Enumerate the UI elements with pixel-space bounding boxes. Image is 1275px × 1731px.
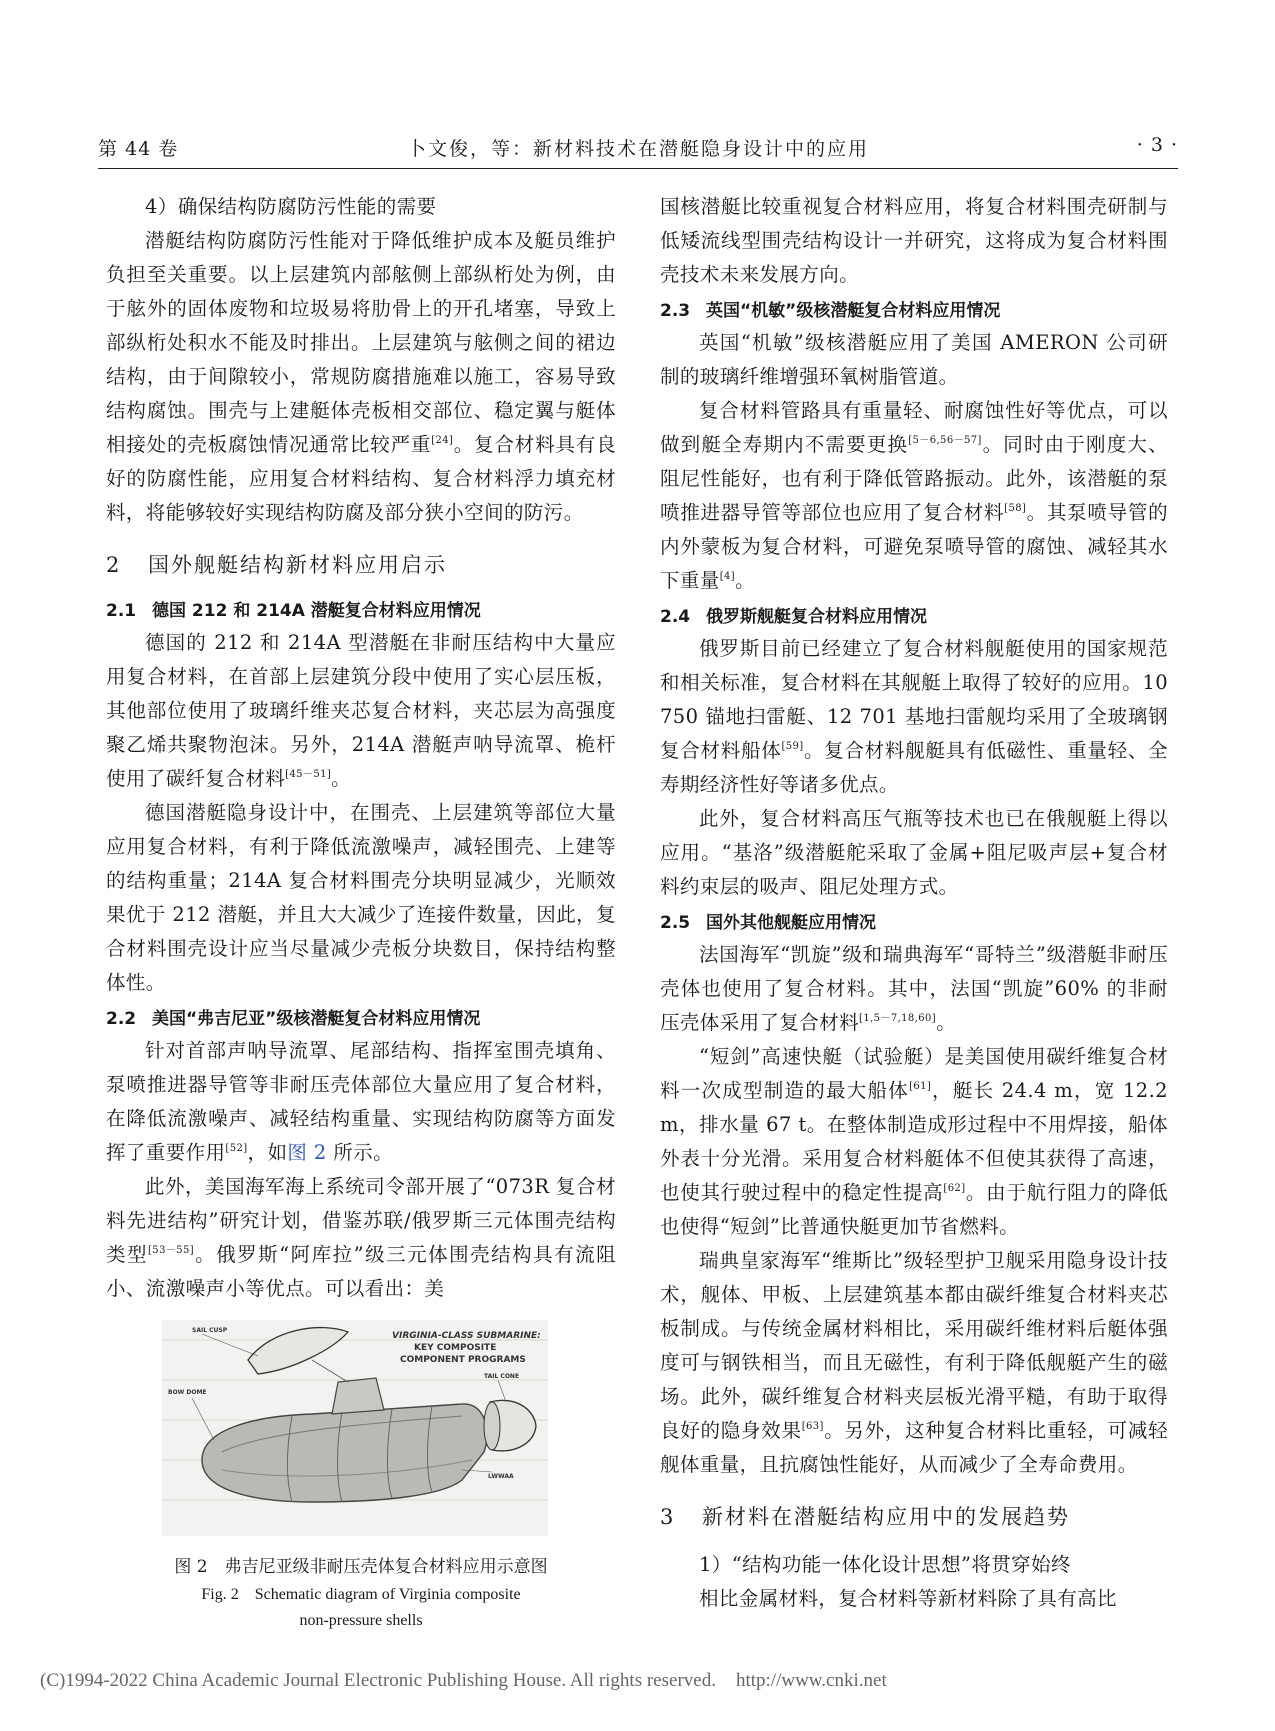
paragraph: 英国“机敏”级核潜艇应用了美国 AMERON 公司研制的玻璃纤维增强环氧树脂管道。 [660,331,1168,388]
paragraph: 此外，美国海军海上系统司令部开展了“073R 复合材料先进结构”研究计划，借鉴苏联/俄罗斯三元体围壳结构类型[53－55]。俄罗斯“阿库拉”级三元体围壳结构具有流阻小、流激噪声小等优点。可以看出：美 [106,1175,616,1300]
submarine-diagram-image [162,1320,548,1536]
footer-url-link[interactable]: http://www.cnki.net [735,1670,887,1691]
list-item-1: 1）“结构功能一体化设计思想”将贯穿始终 [699,1553,1071,1576]
right-column [660,190,1168,1616]
subsection-heading-2-2: 2.2 美国“弗吉尼亚”级核潜艇复合材料应用情况 [106,1009,481,1029]
citation[interactable]: [4] [719,571,736,582]
paragraph: 德国的 212 和 214A 型潜艇在非耐压结构中大量应用复合材料，在首部上层建筑分段中使用了实心层压板，其他部位使用了玻璃纤维夹芯复合材料，夹芯层为高强度聚乙烯共聚物泡沫。另外，214A 潜艇声呐导流罩、桅杆使用了碳纤复合材料[45－51]。 [106,631,616,790]
running-header [98,134,1178,164]
citation[interactable]: [52] [225,1143,248,1154]
subsection-heading-2-1: 2.1 德国 212 和 214A 潜艇复合材料应用情况 [106,601,481,621]
left-column [106,190,616,1634]
label-bow-dome: BOW DOME [168,1389,207,1396]
citation[interactable]: [45－51] [285,769,332,780]
citation[interactable]: [61] [909,1081,932,1092]
paragraph: 德国潜艇隐身设计中，在围壳、上层建筑等部位大量应用复合材料，有利于降低流激噪声，减轻围壳、上建等的结构重量；214A 复合材料围壳分块明显减少，光顺效果优于 212 潜艇，并且大大减少了连接件数量，因此，复合材料围壳设计应当尽量减少壳板分块数目，保持结构整体性。 [106,801,616,994]
page-number: · 3 · [1136,134,1178,156]
citation[interactable]: [24] [431,435,454,446]
figure-caption-cn: 图 2 弗吉尼亚级非耐压壳体复合材料应用示意图 [174,1557,548,1577]
paragraph: 此外，复合材料高压气瓶等技术也已在俄舰艇上得以应用。“基洛”级潜艇舵采取了金属+阻尼吸声层+复合材料约束层的吸声、阻尼处理方式。 [660,807,1168,898]
header-rule [98,168,1178,169]
figure-caption-en-line-2: non-pressure shells [299,1612,423,1629]
figure-title-line-2: KEY COMPOSITE [414,1343,497,1353]
citation[interactable]: [59] [781,741,804,752]
volume-number: 第 44 卷 [98,138,179,160]
figure-title-line-1: VIRGINIA-CLASS SUBMARINE: [392,1331,541,1341]
paragraph: 针对首部声呐导流罩、尾部结构、指挥室围壳填角、泵喷推进器导管等非耐压壳体部位大量应用了复合材料，在降低流激噪声、减轻结构重量、实现结构防腐等方面发挥了重要作用[52]，如图 2 所示。 [106,1039,616,1164]
paragraph: 俄罗斯目前已经建立了复合材料舰艇使用的国家规范和相关标准，复合材料在其舰艇上取得了较好的应用。10 750 锚地扫雷艇、12 701 基地扫雷舰均采用了全玻璃钢复合材料船体[59]。复合材料舰艇具有低磁性、重量轻、全寿期经济性好等诸多优点。 [660,637,1168,796]
paragraph: 复合材料管路具有重量轻、耐腐蚀性好等优点，可以做到艇全寿期内不需要更换[5－6,56－57]。同时由于刚度大、阻尼性能好，也有利于降低管路振动。此外，该潜艇的泵喷推进器导管等部位也应用了复合材料[58]。其泵喷导管的内外蒙板为复合材料，可避免泵喷导管的腐蚀、减轻其水下重量[4]。 [660,399,1168,592]
paragraph: “短剑”高速快艇（试验艇）是美国使用碳纤维复合材料一次成型制造的最大船体[61]，艇长 24.4 m，宽 12.2 m，排水量 67 t。在整体制造成形过程中不用焊接，船体外表十分光滑。采用复合材料艇体不但使其获得了高速，也使其行驶过程中的稳定性提高[62]。由于航行阻力的降低也使得“短剑”比普通快艇更加节省燃料。 [660,1045,1168,1238]
label-tail-cone: TAIL CONE [484,1373,520,1380]
list-item-4: 4）确保结构防腐防污性能的需要 [145,195,437,218]
citation[interactable]: [62] [943,1183,966,1194]
subsection-heading-2-5: 2.5 国外其他舰艇应用情况 [660,913,876,933]
paragraph: 潜艇结构防腐防污性能对于降低维护成本及艇员维护负担至关重要。以上层建筑内部舷侧上部纵桁处为例，由于舷外的固体废物和垃圾易将肋骨上的开孔堵塞，导致上部纵桁处积水不能及时排出。上层建筑与舷侧之间的裙边结构，由于间隙较小，常规防腐措施难以施工，容易导致结构腐蚀。围壳与上建艇体壳板相交部位、稳定翼与艇体相接处的壳板腐蚀情况通常比较严重[24]。复合材料具有良好的防腐性能，应用复合材料结构、复合材料浮力填充材料，将能够较好实现结构防腐及部分狭小空间的防污。 [106,229,616,524]
citation[interactable]: [1,5－7,18,60] [859,1013,937,1024]
paragraph: 瑞典皇家海军“维斯比”级轻型护卫舰采用隐身设计技术，舰体、甲板、上层建筑基本都由碳纤维复合材料夹芯板制成。与传统金属材料相比，采用碳纤维材料后艇体强度可与钢铁相当，而且无磁性，有利于降低舰艇产生的磁场。此外，碳纤维复合材料夹层板光滑平糙，有助于取得良好的隐身效果[63]。另外，这种复合材料比重轻，可减轻舰体重量，且抗腐蚀性能好，从而减少了全寿命费用。 [660,1249,1168,1476]
subsection-heading-2-4: 2.4 俄罗斯舰艇复合材料应用情况 [660,607,927,627]
citation[interactable]: [53－55] [148,1245,195,1256]
citation[interactable]: [58] [1004,503,1027,514]
running-title: 卜文俊，等：新材料技术在潜艇隐身设计中的应用 [406,138,869,160]
figure-caption-en-line-1: Fig. 2 Schematic diagram of Virginia composite [201,1586,521,1603]
copyright-footer [40,1670,1240,1692]
paragraph: 国核潜艇比较重视复合材料应用，将复合材料围壳研制与低矮流线型围壳结构设计一并研究，这将成为复合材料围壳技术未来发展方向。 [660,195,1168,286]
figure-title-line-3: COMPONENT PROGRAMS [400,1355,526,1365]
figure-link[interactable]: 图 2 [287,1141,327,1164]
paragraph: 法国海军“凯旋”级和瑞典海军“哥特兰”级潜艇非耐压壳体也使用了复合材料。其中，法国“凯旋”60% 的非耐压壳体采用了复合材料[1,5－7,18,60]。 [660,943,1168,1034]
label-lwwaa: LWWAA [488,1473,514,1480]
subsection-heading-2-3: 2.3 英国“机敏”级核潜艇复合材料应用情况 [660,301,1001,321]
section-heading-3: 3 新材料在潜艇结构应用中的发展趋势 [660,1505,1070,1529]
citation[interactable]: [5－6,56－57] [908,435,982,446]
figure-2 [106,1320,616,1546]
citation[interactable]: [63] [801,1421,824,1432]
paragraph: 相比金属材料，复合材料等新材料除了具有高比 [699,1587,1117,1610]
label-sail-cusp: SAIL CUSP [192,1327,228,1334]
copyright-text: (C)1994-2022 China Academic Journal Electronic Publishing House. All rights reserved. [40,1670,716,1691]
section-heading-2: 2 国外舰艇结构新材料应用启示 [106,553,447,577]
